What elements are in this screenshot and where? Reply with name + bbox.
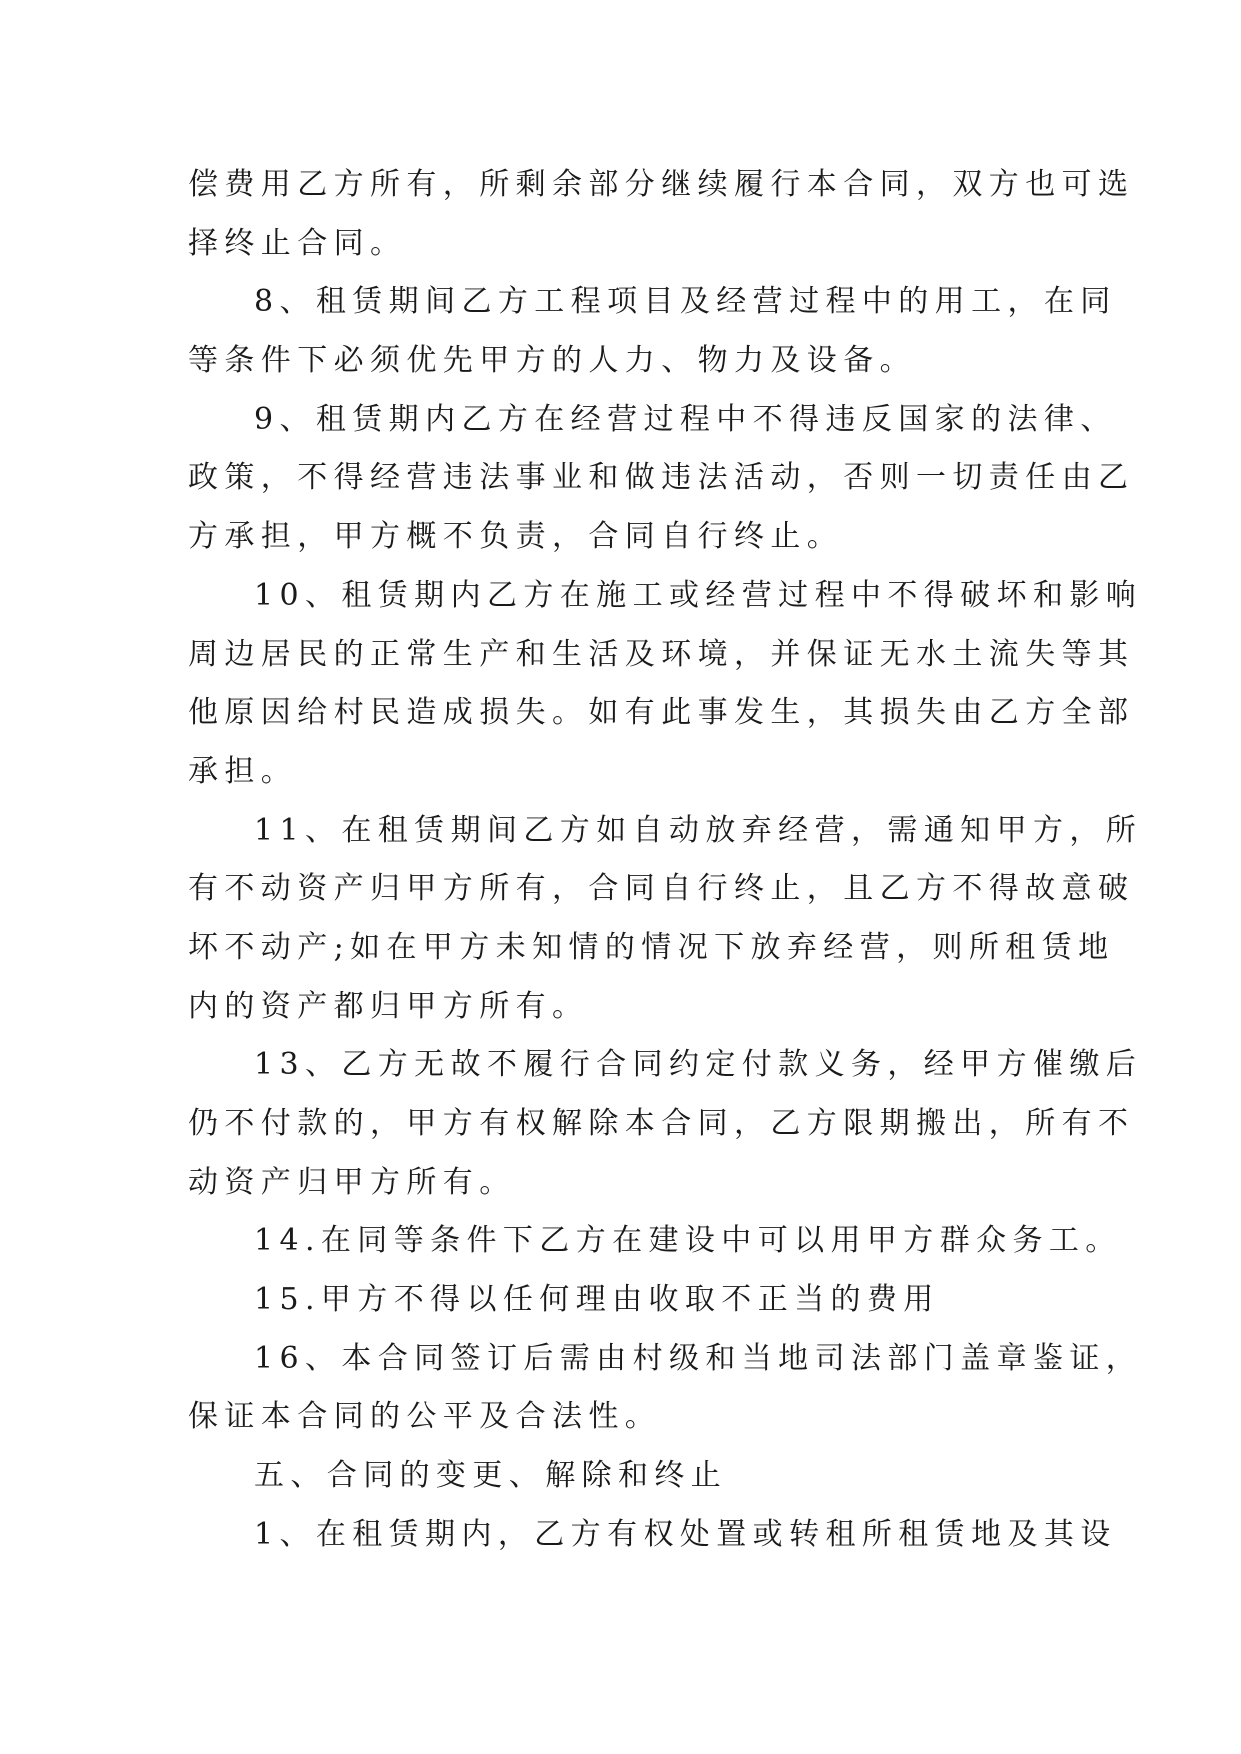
text-line: 周边居民的正常生产和生活及环境，并保证无水土流失等其	[188, 636, 1135, 672]
text-line: 内的资产都归甲方所有。	[188, 988, 589, 1024]
document-body	[188, 156, 1143, 1565]
text-line: 16、本合同签订后需由村级和当地司法部门盖章鉴证，	[254, 1340, 1143, 1376]
text-line: 择终止合同。	[188, 225, 407, 261]
text-line: 等条件下必须优先甲方的人力、物力及设备。	[188, 343, 916, 379]
text-line: 偿费用乙方所有，所剩余部分继续履行本合同，双方也可选	[188, 167, 1135, 202]
text-line: 有不动资产归甲方所有，合同自行终止，且乙方不得故意破	[188, 871, 1135, 907]
text-line: 五、合同的变更、解除和终止	[254, 1458, 728, 1494]
text-line: 方承担，甲方概不负责，合同自行终止。	[188, 519, 844, 555]
text-line: 15.甲方不得以任何理由收取不正当的费用	[254, 1282, 940, 1318]
text-line: 政策，不得经营违法事业和做违法活动，否则一切责任由乙	[188, 460, 1135, 496]
text-line: 9、租赁期内乙方在经营过程中不得违反国家的法律、	[254, 401, 1117, 437]
text-line: 保证本合同的公平及合法性。	[188, 1399, 662, 1435]
text-line: 11、在租赁期间乙方如自动放弃经营，需通知甲方，所	[254, 812, 1143, 848]
text-line: 仍不付款的，甲方有权解除本合同，乙方限期搬出，所有不	[188, 1106, 1135, 1141]
text-line: 13、乙方无故不履行合同约定付款义务，经甲方催缴后	[254, 1047, 1143, 1083]
text-line: 动资产归甲方所有。	[188, 1164, 516, 1200]
text-line: 他原因给村民造成损失。如有此事发生，其损失由乙方全部	[188, 695, 1135, 731]
text-line: 14.在同等条件下乙方在建设中可以用甲方群众务工。	[254, 1223, 1122, 1259]
text-line: 8、租赁期间乙方工程项目及经营过程中的用工，在同	[254, 284, 1117, 320]
text-line: 坏不动产;如在甲方未知情的情况下放弃经营，则所租赁地	[188, 929, 1115, 965]
text-line: 承担。	[188, 753, 298, 789]
text-line: 1、在租赁期内，乙方有权处置或转租所租赁地及其设	[254, 1516, 1117, 1552]
text-line: 10、租赁期内乙方在施工或经营过程中不得破坏和影响	[254, 577, 1143, 613]
